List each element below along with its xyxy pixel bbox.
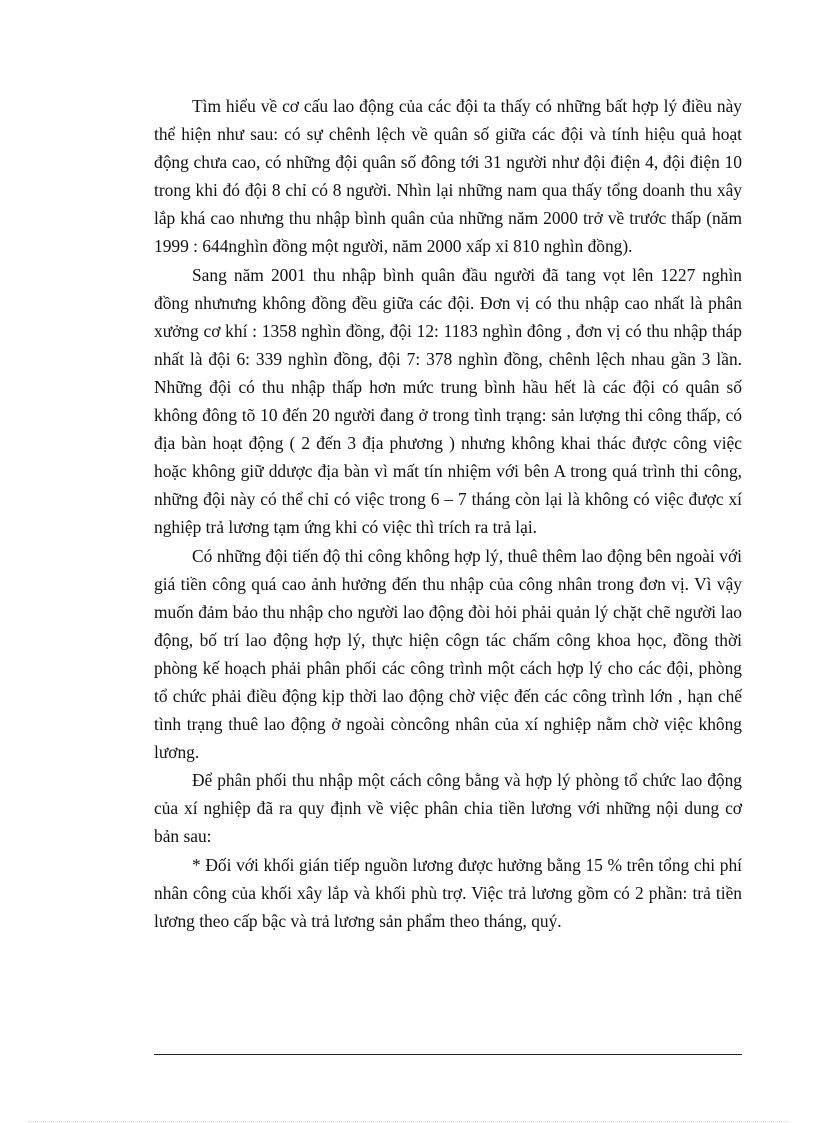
paragraph-income-distribution: Để phân phối thu nhập một cách công bằng và hợp lý phòng tổ chức lao động của xí nghiệp đã ra quy định về việc phân chia tiền lương với những nội dung cơ bản sau:: [154, 770, 742, 847]
paragraph-income-2001: Sang năm 2001 thu nhập bình quân đầu người đã tang vọt lên 1227 nghìn đồng nhưnưng không đồng đều giữa các đội. Đơn vị có thu nhập cao nhất là phân xưởng cơ khí : 1358 nghìn đồng, đội 12: 1183 nghìn đông , đơn vị có thu nhập tháp nhất là đội 6: 339 nghìn đồng, đội 7: 378 nghìn đồng, chênh lệch nhau gần 3 lần. Những đội có thu nhập thấp hơn mức trung bình hầu hết là các đội có quân số không đông tõ 10 đến 20 người đang ở trong tình trạng: sản lượng thi công thấp, có địa bàn hoạt động ( 2 đến 3 địa phương ) nhưng không khai thác được công việc hoặc không giữ ddược địa bàn vì mất tín nhiệm với bên A trong quá trình thi công, những đội này có thể chỉ có việc trong 6 – 7 tháng còn lại là không có việc được xí nghiệp trả lương tạm ứng khi có việc thì trích ra trả lại.: [154, 264, 742, 538]
paragraph-construction-progress: Có những đội tiến độ thi công không hợp lý, thuê thêm lao động bên ngoài với giá tiền công quá cao ảnh hưởng đến thu nhập của công nhân trong đơn vị. Vì vậy muốn đảm bảo thu nhập cho người lao động đòi hỏi phải quản lý chặt chẽ người lao động, bố trí lao động hợp lý, thực hiện côgn tác chấm công khoa học, đồng thời phòng kế hoạch phải phân phối các công trình một cách hợp lý cho các đội, phòng tổ chức phải điều động kịp thời lao động chờ việc đến các công trình lớn , hạn chế tình trạng thuê lao động ở ngoài còncông nhân của xí nghiệp nằm chờ việc không lương.: [154, 545, 742, 763]
document-body: [154, 92, 742, 935]
paragraph-indirect-block: * Đối với khối gián tiếp nguồn lương được hưởng bằng 15 % trên tổng chi phí nhân công của khối xây lắp và khối phù trợ. Việc trả lương gồm có 2 phần: trả tiền lương theo cấp bậc và trả lương sản phẩm theo tháng, quý.: [154, 854, 742, 931]
paragraph-labor-structure: Tìm hiểu về cơ cấu lao động của các đội ta thấy có những bất hợp lý điều này thể hiện như sau: có sự chênh lệch về quân số giữa các đội và tính hiệu quả hoạt động chưa cao, có những đội quân số đông tới 31 người như đội điện 4, đội điện 10 trong khi đó đội 8 chỉ có 8 người. Nhìn lại những nam qua thấy tổng doanh thu xây lắp khá cao nhưng thu nhập bình quân của những năm 2000 trở về trước thấp (năm 1999 : 644nghìn đồng một người, năm 2000 xấp xỉ 810 nghìn đồng).: [154, 96, 742, 257]
footer-divider: [154, 1054, 742, 1055]
page-bottom-edge: [28, 1121, 788, 1122]
